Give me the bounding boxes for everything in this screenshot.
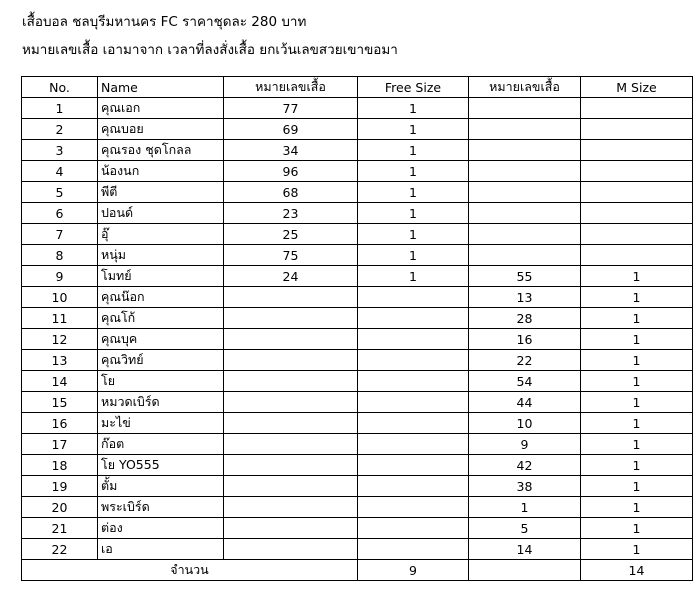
cell-jersey-number-free [224, 518, 358, 539]
cell-m-size: 1 [581, 413, 693, 434]
cell-m-size: 1 [581, 539, 693, 560]
table-row [22, 119, 693, 140]
cell-no: 22 [22, 539, 98, 560]
cell-free-size: 1 [358, 182, 469, 203]
cell-no: 7 [22, 224, 98, 245]
cell-jersey-number-m: 38 [469, 476, 581, 497]
cell-free-size: 1 [358, 98, 469, 119]
cell-no: 19 [22, 476, 98, 497]
cell-jersey-number-free [224, 287, 358, 308]
cell-free-size [358, 392, 469, 413]
total-m-size: 14 [581, 560, 693, 581]
column-header-free-size: Free Size [358, 77, 469, 98]
cell-no: 13 [22, 350, 98, 371]
cell-free-size [358, 539, 469, 560]
column-header-jersey-number-free: หมายเลขเสื้อ [224, 77, 358, 98]
cell-jersey-number-m [469, 98, 581, 119]
column-header-name: Name [98, 77, 224, 98]
cell-m-size [581, 119, 693, 140]
cell-name: คุณบุค [98, 329, 224, 350]
cell-name: มะไข่ [98, 413, 224, 434]
cell-m-size: 1 [581, 350, 693, 371]
cell-m-size: 1 [581, 518, 693, 539]
table-header-row [22, 77, 693, 98]
cell-free-size: 1 [358, 245, 469, 266]
cell-jersey-number-free: 96 [224, 161, 358, 182]
cell-jersey-number-free [224, 497, 358, 518]
column-header-jersey-number-m: หมายเลขเสื้อ [469, 77, 581, 98]
cell-jersey-number-m [469, 161, 581, 182]
cell-free-size: 1 [358, 224, 469, 245]
cell-jersey-number-free [224, 413, 358, 434]
cell-name: พีตี [98, 182, 224, 203]
cell-m-size [581, 140, 693, 161]
cell-jersey-number-free [224, 308, 358, 329]
cell-no: 15 [22, 392, 98, 413]
cell-name: อุ๊ [98, 224, 224, 245]
cell-no: 9 [22, 266, 98, 287]
cell-jersey-number-m: 5 [469, 518, 581, 539]
cell-jersey-number-m: 54 [469, 371, 581, 392]
cell-m-size: 1 [581, 308, 693, 329]
cell-name: เอ [98, 539, 224, 560]
table-row [22, 413, 693, 434]
cell-name: คุณรอง ชุดโกลล [98, 140, 224, 161]
cell-m-size: 1 [581, 476, 693, 497]
cell-no: 16 [22, 413, 98, 434]
cell-name: ก๊อต [98, 434, 224, 455]
header-line-2: หมายเลขเสื้อ เอามาจาก เวลาที่ลงสั่งเสื้อ ยกเว้นเลขสวยเขาขอมา [22, 42, 398, 58]
cell-m-size: 1 [581, 371, 693, 392]
cell-name: คุณบอย [98, 119, 224, 140]
table-row [22, 518, 693, 539]
column-header-m-size: M Size [581, 77, 693, 98]
cell-m-size: 1 [581, 287, 693, 308]
cell-jersey-number-m: 28 [469, 308, 581, 329]
cell-m-size: 1 [581, 329, 693, 350]
cell-jersey-number-m: 14 [469, 539, 581, 560]
cell-free-size [358, 434, 469, 455]
cell-jersey-number-m [469, 119, 581, 140]
table-row [22, 161, 693, 182]
cell-no: 6 [22, 203, 98, 224]
cell-jersey-number-m: 13 [469, 287, 581, 308]
cell-jersey-number-free: 25 [224, 224, 358, 245]
cell-free-size [358, 371, 469, 392]
table-row [22, 434, 693, 455]
cell-jersey-number-m [469, 203, 581, 224]
table-body [22, 98, 693, 560]
cell-free-size: 1 [358, 203, 469, 224]
cell-no: 11 [22, 308, 98, 329]
total-free-size: 9 [358, 560, 469, 581]
cell-free-size [358, 455, 469, 476]
cell-jersey-number-free: 34 [224, 140, 358, 161]
cell-jersey-number-free [224, 539, 358, 560]
total-label: จำนวน [22, 560, 358, 581]
cell-jersey-number-free: 75 [224, 245, 358, 266]
cell-name: ปอนด์ [98, 203, 224, 224]
cell-no: 4 [22, 161, 98, 182]
cell-no: 17 [22, 434, 98, 455]
cell-jersey-number-free [224, 371, 358, 392]
cell-m-size [581, 182, 693, 203]
cell-free-size [358, 497, 469, 518]
cell-free-size [358, 476, 469, 497]
cell-no: 12 [22, 329, 98, 350]
cell-m-size: 1 [581, 392, 693, 413]
cell-jersey-number-free: 23 [224, 203, 358, 224]
cell-no: 10 [22, 287, 98, 308]
cell-free-size: 1 [358, 161, 469, 182]
table-row [22, 287, 693, 308]
cell-free-size: 1 [358, 140, 469, 161]
cell-free-size [358, 287, 469, 308]
cell-name: โย [98, 371, 224, 392]
table-row [22, 455, 693, 476]
table-row [22, 350, 693, 371]
cell-no: 21 [22, 518, 98, 539]
cell-jersey-number-m: 9 [469, 434, 581, 455]
cell-no: 18 [22, 455, 98, 476]
table-row [22, 98, 693, 119]
cell-name: คุณน๊อก [98, 287, 224, 308]
total-empty-cell [469, 560, 581, 581]
cell-m-size: 1 [581, 266, 693, 287]
cell-jersey-number-m: 22 [469, 350, 581, 371]
table-row [22, 392, 693, 413]
table-row [22, 203, 693, 224]
cell-no: 2 [22, 119, 98, 140]
cell-jersey-number-m: 10 [469, 413, 581, 434]
cell-jersey-number-free: 77 [224, 98, 358, 119]
cell-jersey-number-free: 24 [224, 266, 358, 287]
cell-jersey-number-m [469, 245, 581, 266]
cell-jersey-number-free [224, 350, 358, 371]
cell-name: คุณโก้ [98, 308, 224, 329]
cell-name: คุณวิทย์ [98, 350, 224, 371]
cell-jersey-number-free [224, 476, 358, 497]
cell-name: ต่อง [98, 518, 224, 539]
table-row [22, 308, 693, 329]
cell-jersey-number-free [224, 392, 358, 413]
cell-no: 1 [22, 98, 98, 119]
table-row [22, 266, 693, 287]
cell-free-size [358, 413, 469, 434]
cell-no: 3 [22, 140, 98, 161]
cell-free-size: 1 [358, 266, 469, 287]
total-row [22, 560, 693, 581]
jersey-order-table [21, 76, 693, 581]
cell-jersey-number-m: 42 [469, 455, 581, 476]
table-row [22, 476, 693, 497]
cell-m-size [581, 224, 693, 245]
cell-m-size: 1 [581, 434, 693, 455]
cell-no: 20 [22, 497, 98, 518]
cell-name: พระเบิร์ด [98, 497, 224, 518]
cell-jersey-number-m: 55 [469, 266, 581, 287]
cell-jersey-number-free: 68 [224, 182, 358, 203]
cell-m-size: 1 [581, 455, 693, 476]
cell-name: หนุ่ม [98, 245, 224, 266]
cell-name: โมทย์ [98, 266, 224, 287]
header-line-1: เสื้อบอล ชลบุรีมหานคร FC ราคาชุดละ 280 บาท [22, 14, 307, 30]
cell-name: คุณเอก [98, 98, 224, 119]
cell-no: 14 [22, 371, 98, 392]
table-row [22, 224, 693, 245]
cell-jersey-number-m: 1 [469, 497, 581, 518]
cell-free-size [358, 308, 469, 329]
table-row [22, 182, 693, 203]
cell-m-size [581, 245, 693, 266]
cell-jersey-number-free: 69 [224, 119, 358, 140]
cell-m-size [581, 98, 693, 119]
cell-jersey-number-free [224, 329, 358, 350]
cell-free-size: 1 [358, 119, 469, 140]
cell-jersey-number-free [224, 455, 358, 476]
cell-name: โย YO555 [98, 455, 224, 476]
table-row [22, 371, 693, 392]
table-row [22, 245, 693, 266]
cell-no: 8 [22, 245, 98, 266]
cell-m-size [581, 203, 693, 224]
cell-m-size [581, 161, 693, 182]
cell-name: หมวดเบิร์ด [98, 392, 224, 413]
table-row [22, 329, 693, 350]
cell-jersey-number-m: 44 [469, 392, 581, 413]
cell-jersey-number-m [469, 182, 581, 203]
column-header-no: No. [22, 77, 98, 98]
cell-jersey-number-free [224, 434, 358, 455]
cell-jersey-number-m: 16 [469, 329, 581, 350]
cell-m-size: 1 [581, 497, 693, 518]
cell-no: 5 [22, 182, 98, 203]
cell-jersey-number-m [469, 140, 581, 161]
cell-free-size [358, 518, 469, 539]
table-row [22, 497, 693, 518]
cell-jersey-number-m [469, 224, 581, 245]
cell-name: น้องนก [98, 161, 224, 182]
cell-free-size [358, 329, 469, 350]
table-row [22, 140, 693, 161]
cell-free-size [358, 350, 469, 371]
table-row [22, 539, 693, 560]
cell-name: ตั้ม [98, 476, 224, 497]
